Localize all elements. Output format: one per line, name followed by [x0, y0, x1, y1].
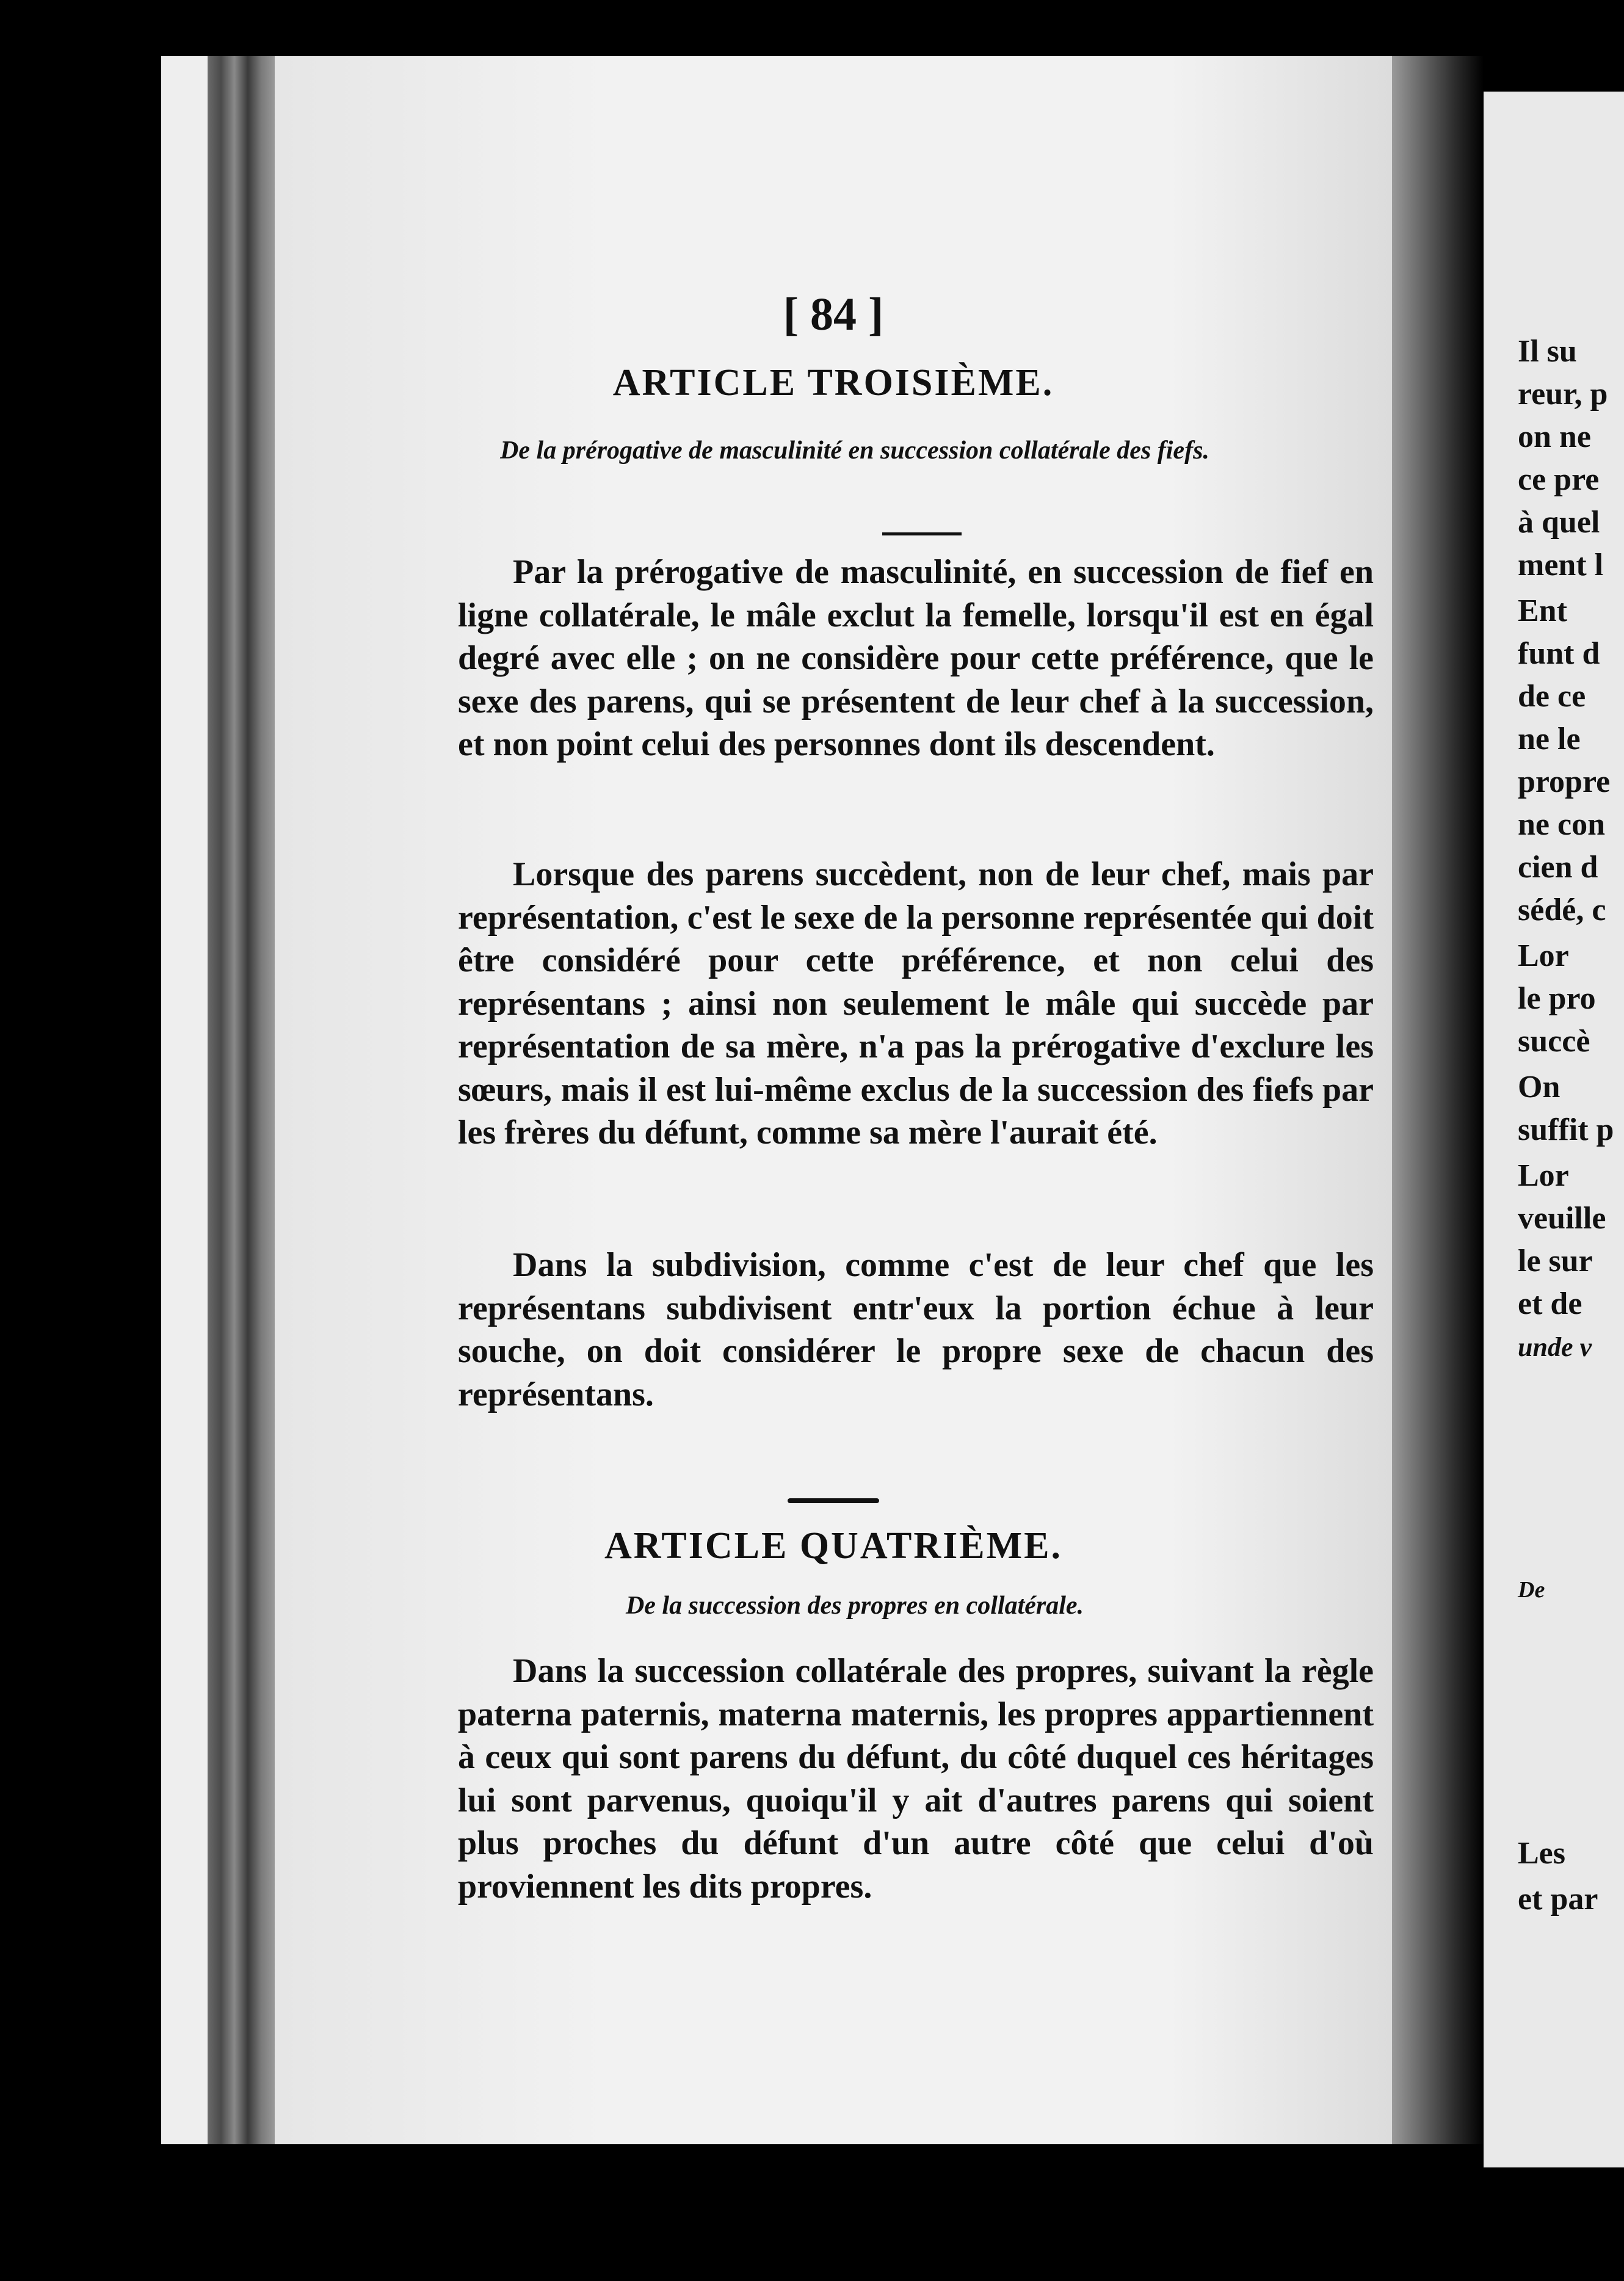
article-4-heading: ARTICLE QUATRIÈME.	[604, 1525, 1062, 1567]
ornament-divider	[275, 1484, 1392, 1512]
facing-line: on ne	[1518, 419, 1591, 454]
facing-line: de ce	[1518, 679, 1586, 714]
facing-line: unde v	[1518, 1332, 1592, 1362]
facing-line: De	[1518, 1577, 1545, 1603]
facing-line: propre	[1518, 764, 1611, 799]
article-4-subtitle: De la succession des propres en collatérale.	[625, 1592, 1084, 1620]
facing-line: succè	[1518, 1024, 1590, 1059]
facing-line: ne con	[1518, 807, 1605, 842]
facing-line: funt d	[1518, 636, 1600, 671]
page-gutter-shadow	[1392, 56, 1484, 2144]
facing-line: sédé, c	[1518, 893, 1606, 927]
facing-line: ment l	[1518, 548, 1604, 582]
facing-page	[1484, 92, 1624, 2167]
facing-line: Lor	[1518, 1158, 1569, 1193]
page-number: [ 84 ]	[783, 289, 884, 340]
article-3-subtitle: De la prérogative de masculinité en succession collatérale des fiefs.	[500, 437, 1209, 465]
article-3-paragraph-2: Lorsque des parens succèdent, non de leur chef, mais par représentation, c'est le sexe de la personne représentée qui doit être considéré pour cette préférence, et non celui des représentans ; ainsi non seulement le mâle qui succède par représentation de sa mère, n'a pas la prérogative d'exclure les sœurs, mais il est lui-même exclus de la succession des fiefs par les frères du défunt, comme sa mère l'aurait été.	[458, 855, 1374, 1151]
facing-line: Ent	[1518, 593, 1567, 628]
facing-line: reur, p	[1518, 377, 1608, 412]
facing-line: ne le	[1518, 722, 1581, 756]
facing-line: ce pre	[1518, 462, 1600, 497]
facing-line: et de	[1518, 1286, 1582, 1321]
facing-line: le sur	[1518, 1244, 1593, 1278]
article-3-heading: ARTICLE TROISIÈME.	[612, 362, 1054, 404]
facing-line: à quel	[1518, 505, 1600, 540]
article-3-paragraph-3: Dans la subdivision, comme c'est de leur chef que les représentans subdivisent entr'eux la portion échue à leur souche, on doit considérer le propre sexe de chacun des représentans.	[458, 1246, 1374, 1413]
article-3-paragraph-1: Par la prérogative de masculinité, en succession de fief en ligne collatérale, le mâle exclut la femelle, lorsqu'il est en égal degré avec elle ; on ne considère pour cette préférence, que le sexe des parens, qui se présentent de leur chef à la succession, et non point celui des personnes dont ils descendent.	[458, 553, 1374, 763]
facing-line: le pro	[1518, 981, 1596, 1016]
facing-line: et par	[1518, 1882, 1598, 1917]
facing-line: suffit p	[1518, 1112, 1614, 1147]
facing-line: On	[1518, 1070, 1561, 1104]
article-4-paragraph-1: Dans la succession collatérale des propres, suivant la règle paterna paternis, materna maternis, les propres appartiennent à ceux qui sont parens du défunt, du côté duquel ces héritages lui sont parvenus, quoiqu'il y ait d'autres parens qui soient plus proches du défunt d'un autre côté que celui d'où proviennent les dits propres.	[458, 1652, 1374, 1906]
facing-line: cien d	[1518, 850, 1598, 885]
facing-line: Lor	[1518, 938, 1569, 973]
facing-line: veuille	[1518, 1201, 1606, 1236]
facing-line: Il su	[1518, 334, 1577, 369]
book-spine	[208, 56, 275, 2144]
facing-line: Les	[1518, 1836, 1565, 1871]
page	[275, 56, 1392, 2144]
divider-rule	[882, 532, 962, 535]
